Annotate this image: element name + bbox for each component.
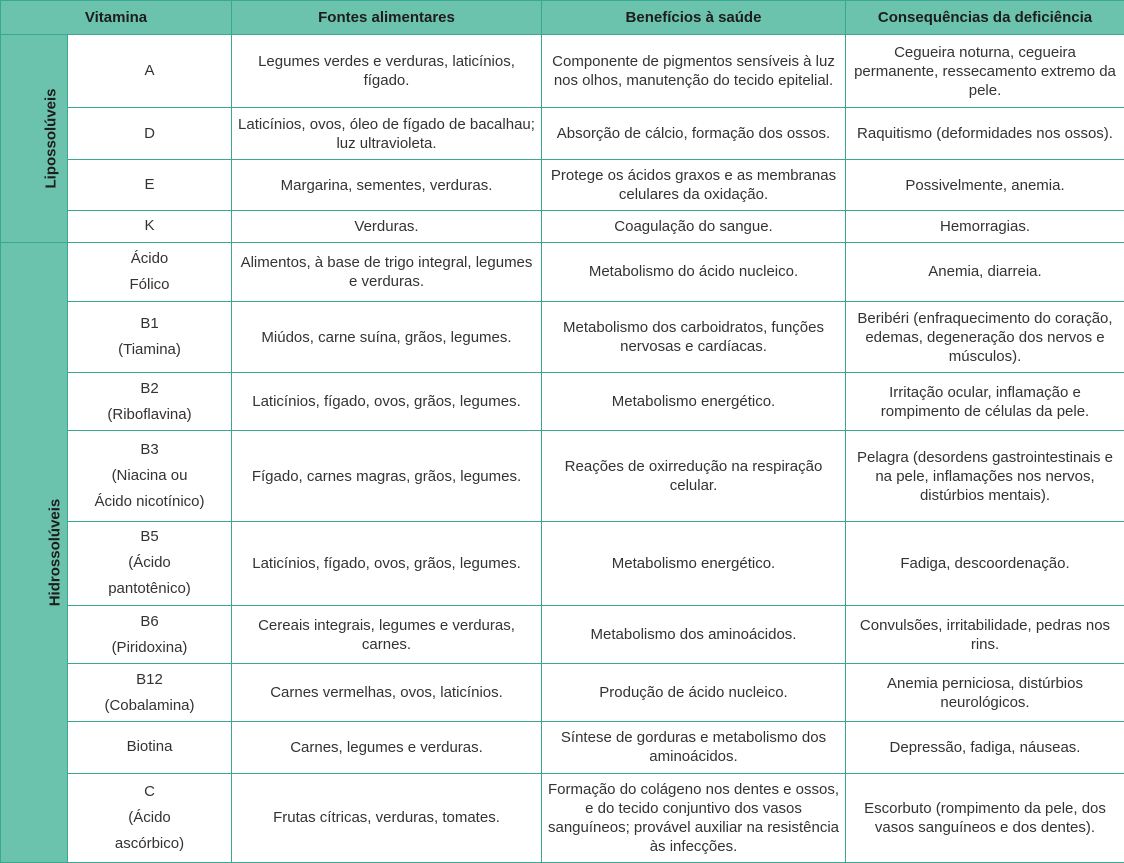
deficiency-consequences: Escorbuto (rompimento da pele, dos vasos sanguíneos e dos dentes).	[846, 773, 1124, 862]
vitamin-name: E	[68, 160, 232, 210]
food-sources: Alimentos, à base de trigo integral, legumes e verduras.	[232, 242, 542, 301]
food-sources: Verduras.	[232, 210, 542, 242]
table-row	[1, 301, 1124, 372]
health-benefits: Metabolismo dos aminoácidos.	[542, 605, 846, 663]
table-row	[1, 605, 1124, 663]
food-sources: Cereais integrais, legumes e verduras, carnes.	[232, 605, 542, 663]
food-sources: Legumes verdes e verduras, laticínios, fígado.	[232, 35, 542, 108]
food-sources: Laticínios, fígado, ovos, grãos, legumes.	[232, 521, 542, 605]
table-row	[1, 242, 1124, 301]
health-benefits: Metabolismo energético.	[542, 521, 846, 605]
food-sources: Laticínios, ovos, óleo de fígado de bacalhau; luz ultravioleta.	[232, 108, 542, 160]
health-benefits: Metabolismo dos carboidratos, funções nervosas e cardíacas.	[542, 301, 846, 372]
food-sources: Miúdos, carne suína, grãos, legumes.	[232, 301, 542, 372]
vitamin-name: Ácido Fólico	[68, 242, 232, 301]
table-row	[1, 664, 1124, 722]
deficiency-consequences: Raquitismo (deformidades nos ossos).	[846, 108, 1124, 160]
table-header-row	[1, 1, 1124, 35]
deficiency-consequences: Pelagra (desordens gastrointestinais e na pele, inflamações nos nervos, distúrbios mentais).	[846, 431, 1124, 521]
table-row	[1, 35, 1124, 108]
table-row	[1, 373, 1124, 431]
deficiency-consequences: Anemia, diarreia.	[846, 242, 1124, 301]
table-row	[1, 160, 1124, 210]
deficiency-consequences: Fadiga, descoordenação.	[846, 521, 1124, 605]
vitamin-name: B5 (Ácido pantotênico)	[68, 521, 232, 605]
table-row	[1, 431, 1124, 521]
table-row	[1, 108, 1124, 160]
table-row	[1, 773, 1124, 862]
health-benefits: Reações de oxirredução na respiração celular.	[542, 431, 846, 521]
food-sources: Frutas cítricas, verduras, tomates.	[232, 773, 542, 862]
deficiency-consequences: Possivelmente, anemia.	[846, 160, 1124, 210]
food-sources: Carnes, legumes e verduras.	[232, 722, 542, 773]
table-row	[1, 210, 1124, 242]
food-sources: Laticínios, fígado, ovos, grãos, legumes.	[232, 373, 542, 431]
health-benefits: Metabolismo energético.	[542, 373, 846, 431]
vitamin-name: D	[68, 108, 232, 160]
vitamin-name: A	[68, 35, 232, 108]
deficiency-consequences: Anemia perniciosa, distúrbios neurológicos.	[846, 664, 1124, 722]
health-benefits: Absorção de cálcio, formação dos ossos.	[542, 108, 846, 160]
health-benefits: Síntese de gorduras e metabolismo dos aminoácidos.	[542, 722, 846, 773]
table-row	[1, 722, 1124, 773]
deficiency-consequences: Irritação ocular, inflamação e rompimento de células da pele.	[846, 373, 1124, 431]
deficiency-consequences: Cegueira noturna, cegueira permanente, ressecamento extremo da pele.	[846, 35, 1124, 108]
header-beneficios: Benefícios à saúde	[542, 1, 846, 35]
vitamin-name: B3 (Niacina ou Ácido nicotínico)	[68, 431, 232, 521]
table-row	[1, 521, 1124, 605]
vitamin-name: B6 (Piridoxina)	[68, 605, 232, 663]
vitamin-name: Biotina	[68, 722, 232, 773]
header-vitamina: Vitamina	[1, 1, 232, 35]
health-benefits: Protege os ácidos graxos e as membranas celulares da oxidação.	[542, 160, 846, 210]
deficiency-consequences: Hemorragias.	[846, 210, 1124, 242]
header-fontes: Fontes alimentares	[232, 1, 542, 35]
food-sources: Fígado, carnes magras, grãos, legumes.	[232, 431, 542, 521]
deficiency-consequences: Depressão, fadiga, náuseas.	[846, 722, 1124, 773]
vitamin-name: B12 (Cobalamina)	[68, 664, 232, 722]
deficiency-consequences: Convulsões, irritabilidade, pedras nos rins.	[846, 605, 1124, 663]
health-benefits: Formação do colágeno nos dentes e ossos, e do tecido conjuntivo dos vasos sanguíneos; provável auxiliar na resistência às infecções.	[542, 773, 846, 862]
group-lipossoluveis: Lipossolúveis	[1, 35, 68, 243]
health-benefits: Metabolismo do ácido nucleico.	[542, 242, 846, 301]
food-sources: Carnes vermelhas, ovos, laticínios.	[232, 664, 542, 722]
health-benefits: Coagulação do sangue.	[542, 210, 846, 242]
vitamin-name: C (Ácido ascórbico)	[68, 773, 232, 862]
deficiency-consequences: Beribéri (enfraquecimento do coração, edemas, degeneração dos nervos e músculos).	[846, 301, 1124, 372]
header-deficiencia: Consequências da deficiência	[846, 1, 1124, 35]
health-benefits: Componente de pigmentos sensíveis à luz nos olhos, manutenção do tecido epitelial.	[542, 35, 846, 108]
vitamin-name: B1 (Tiamina)	[68, 301, 232, 372]
health-benefits: Produção de ácido nucleico.	[542, 664, 846, 722]
vitamin-name: K	[68, 210, 232, 242]
food-sources: Margarina, sementes, verduras.	[232, 160, 542, 210]
group-hidrossoluveis: Hidrossolúveis	[1, 242, 68, 862]
vitamin-name: B2 (Riboflavina)	[68, 373, 232, 431]
